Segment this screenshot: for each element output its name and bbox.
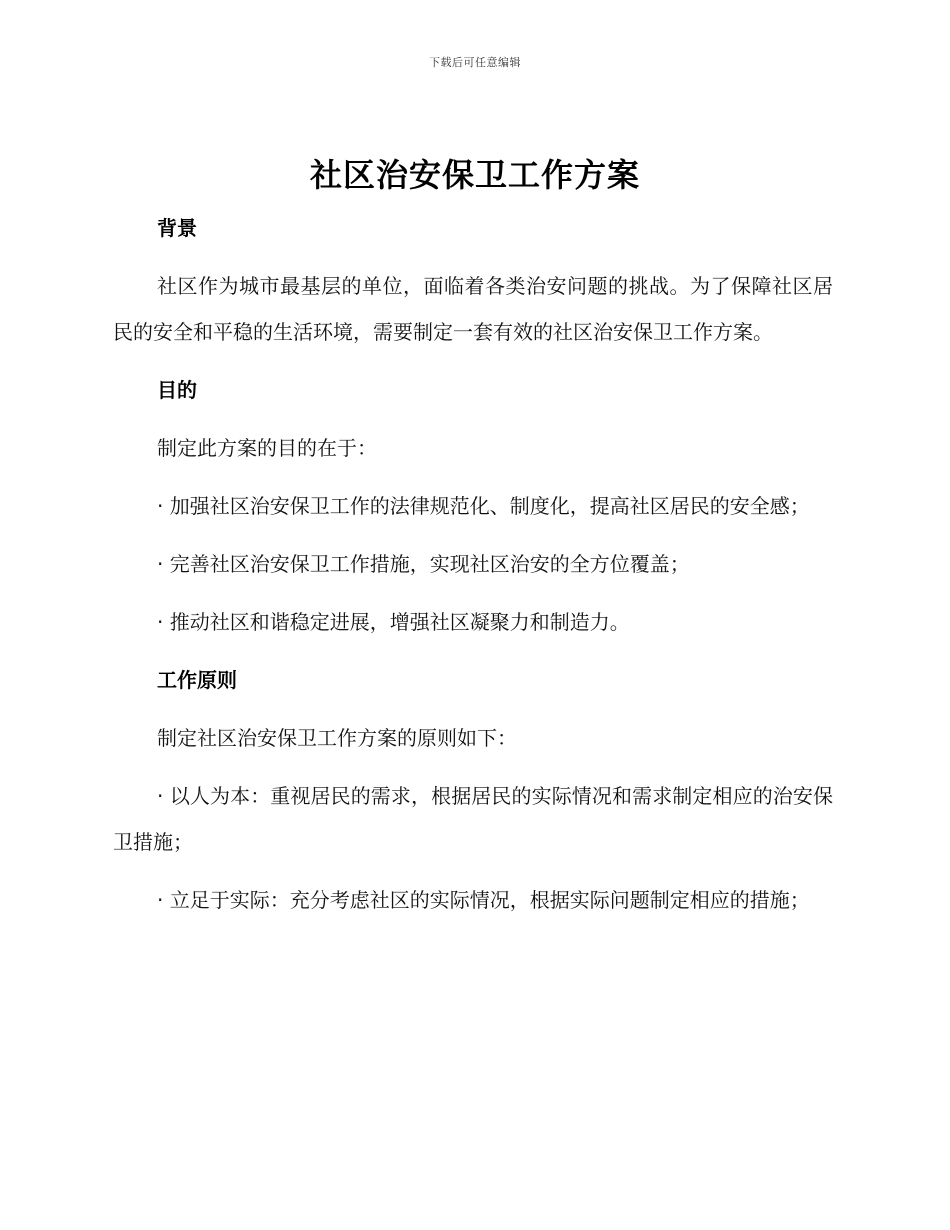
- purpose-bullet-1: · 加强社区治安保卫工作的法律规范化、制度化，提高社区居民的安全感；: [157, 494, 810, 518]
- section-heading-background: 背景: [157, 216, 197, 240]
- principles-intro: 制定社区治安保卫工作方案的原则如下：: [157, 726, 517, 750]
- purpose-bullet-3: · 推动社区和谐稳定进展，增强社区凝聚力和制造力。: [157, 610, 630, 634]
- document-title: 社区治安保卫工作方案: [309, 156, 640, 194]
- header-note: 下载后可任意编辑: [429, 56, 521, 69]
- purpose-intro: 制定此方案的目的在于：: [157, 436, 377, 460]
- section-heading-principles: 工作原则: [157, 668, 237, 692]
- section-heading-purpose: 目的: [157, 378, 197, 402]
- principles-bullet-2: · 立足于实际：充分考虑社区的实际情况，根据实际问题制定相应的措施；: [157, 888, 810, 912]
- background-paragraph: 社区作为城市最基层的单位，面临着各类治安问题的挑战。为了保障社区居民的安全和平稳的生活环境，需要制定一套有效的社区治安保卫工作方案。: [113, 274, 833, 344]
- document-body: [113, 205, 833, 935]
- principles-bullet-1: · 以人为本：重视居民的需求，根据居民的实际情况和需求制定相应的治安保卫措施；: [113, 784, 833, 854]
- purpose-bullet-2: · 完善社区治安保卫工作措施，实现社区治安的全方位覆盖；: [157, 552, 690, 576]
